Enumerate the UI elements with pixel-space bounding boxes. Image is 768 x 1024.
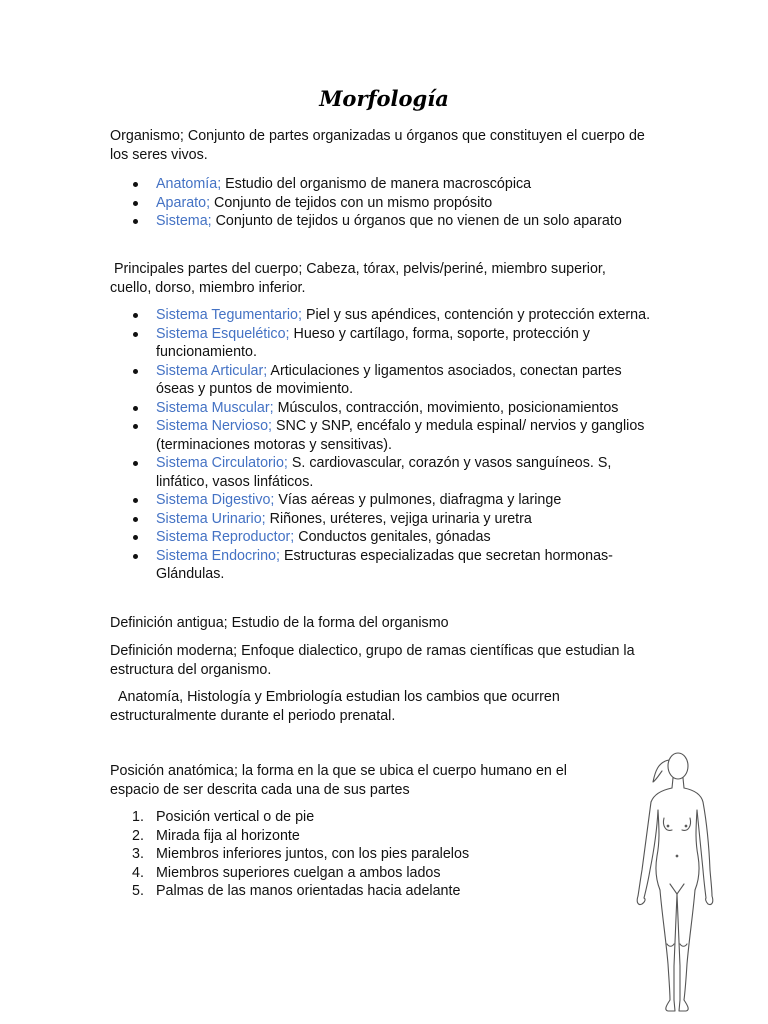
term: Sistema Digestivo;: [156, 492, 275, 508]
term: Sistema;: [156, 213, 212, 229]
definicion-antigua: Definición antigua; Estudio de la forma del organismo: [110, 615, 449, 631]
posicion-paragraph: Posición anatómica; la forma en la que se ubica el cuerpo humano en el espacio de ser descrita cada una de sus partes: [110, 763, 567, 798]
definition: Estructuras especializadas que secretan hormonas- Glándulas.: [156, 547, 613, 582]
term: Sistema Nervioso;: [156, 418, 273, 434]
definition: Hueso y cartílago, forma, soporte, protección y funcionamiento.: [156, 325, 590, 360]
list-item: [110, 362, 655, 399]
term: Aparato;: [156, 194, 211, 211]
list-item: [110, 175, 655, 194]
definition: Músculos, contracción, movimiento, posicionamientos: [273, 399, 619, 416]
list-item: [110, 325, 655, 362]
anatomical-position-figure: [612, 744, 730, 1016]
list-item: [110, 547, 655, 584]
list-item: [110, 808, 610, 827]
list-item: [110, 827, 610, 846]
list-item: [110, 882, 610, 901]
intro-paragraph: Organismo; Conjunto de partes organizadas u órganos que constituyen el cuerpo de los seres vivos.: [110, 128, 645, 163]
term: Sistema Endocrino;: [156, 547, 280, 564]
definition: S. cardiovascular, corazón y vasos sanguíneos. S, linfático, vasos linfáticos.: [156, 455, 612, 490]
item-text: Miembros superiores cuelgan a ambos lados: [156, 864, 441, 881]
term: Sistema Reproductor;: [156, 529, 295, 545]
list-item: [110, 454, 655, 491]
posicion-list: [110, 808, 610, 901]
item-text: Miembros inferiores juntos, con los pies paralelos: [156, 846, 470, 862]
item-text: Mirada fija al horizonte: [156, 827, 300, 844]
term: Sistema Circulatorio;: [156, 455, 288, 471]
list-item: [110, 864, 610, 883]
definition: Conjunto de tejidos u órganos que no vienen de un solo aparato: [211, 213, 622, 229]
definition: Vías aéreas y pulmones, diafragma y laringe: [274, 492, 562, 508]
item-text: Palmas de las manos orientadas hacia adelante: [156, 883, 461, 899]
item-number: 1.: [132, 809, 144, 825]
definition: SNC y SNP, encéfalo y medula espinal/ nervios y ganglios (terminaciones motoras y sensitivas).: [156, 418, 645, 453]
term: Sistema Tegumentario;: [156, 307, 302, 323]
list-item: [110, 491, 655, 510]
term: Sistema Urinario;: [156, 510, 266, 527]
list-item: [110, 845, 610, 864]
term: Sistema Articular;: [156, 362, 268, 379]
list-item: [110, 306, 655, 325]
term: Anatomía;: [156, 176, 222, 192]
term: Sistema Esquelético;: [156, 325, 290, 342]
item-number: 2.: [132, 827, 144, 844]
list-item: [110, 417, 655, 454]
item-number: 5.: [132, 883, 144, 899]
list-item: [110, 399, 655, 418]
definition: Articulaciones y ligamentos asociados, conectan partes óseas y puntos de movimiento.: [156, 362, 622, 397]
list-item: [110, 212, 655, 231]
partes-paragraph: Principales partes del cuerpo; Cabeza, tórax, pelvis/periné, miembro superior, cuello, dorso, miembro inferior.: [110, 261, 610, 296]
item-number: 4.: [132, 864, 144, 881]
definition: Conductos genitales, gónadas: [294, 529, 491, 545]
definition: Riñones, uréteres, vejiga urinaria y uretra: [265, 510, 532, 527]
term: Sistema Muscular;: [156, 399, 274, 416]
list-item: [110, 510, 655, 529]
definition: Estudio del organismo de manera macroscópica: [221, 176, 532, 192]
definition: Conjunto de tejidos con un mismo propósito: [210, 194, 493, 211]
sistemas-list: [110, 306, 655, 584]
ramas-paragraph: Anatomía, Histología y Embriología estudian los cambios que ocurren estructuralmente durante el periodo prenatal.: [110, 689, 564, 724]
definicion-moderna: Definición moderna; Enfoque dialectico, grupo de ramas científicas que estudian la estructura del organismo.: [110, 643, 635, 678]
item-text: Posición vertical o de pie: [156, 809, 315, 825]
list-item: [110, 528, 655, 547]
definition: Piel y sus apéndices, contención y protección externa.: [301, 307, 651, 323]
item-number: 3.: [132, 846, 144, 862]
page-title: Morfología: [319, 86, 449, 111]
list-item: [110, 194, 655, 213]
definitions-list: [110, 175, 655, 231]
